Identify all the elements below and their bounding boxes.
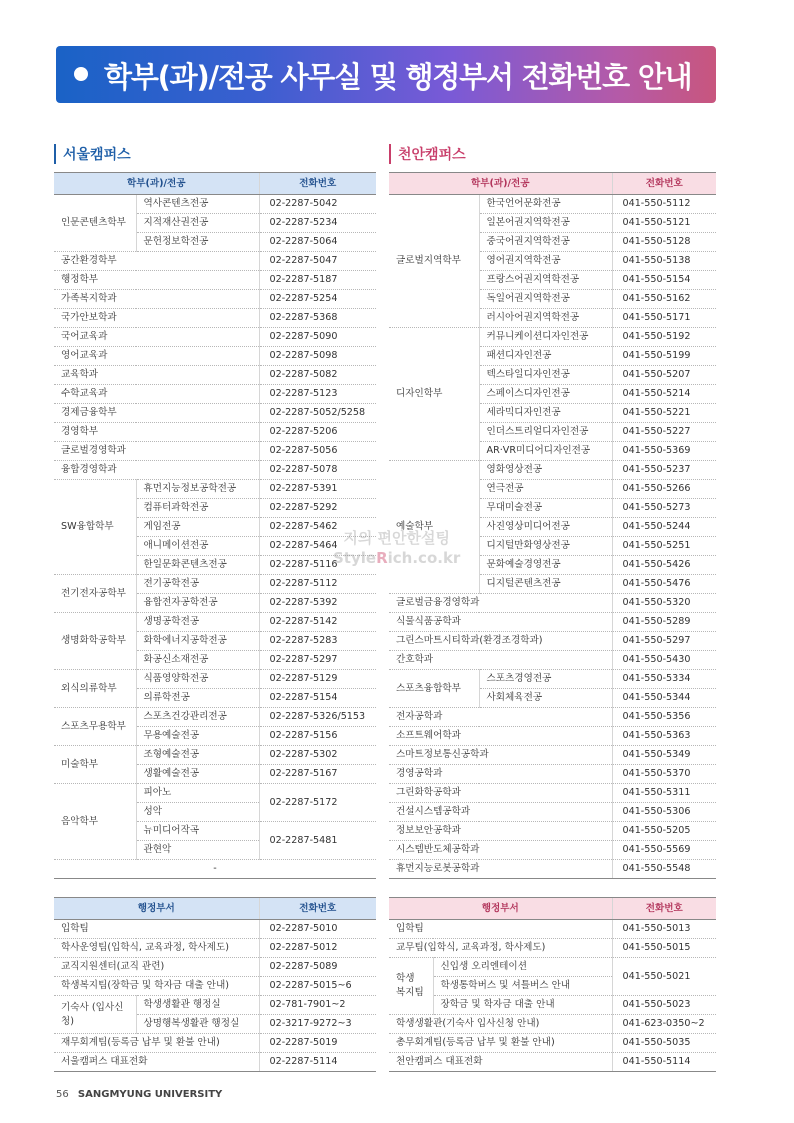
table-row — [54, 996, 376, 1015]
row-phone: 02-2287-5042 — [259, 195, 376, 214]
table-row — [389, 651, 716, 670]
row-phone: 041-550-5015 — [612, 939, 716, 958]
row-sub: 러시아어권지역학전공 — [479, 309, 612, 328]
row-group: 식물식품공학과 — [389, 613, 612, 632]
row-phone: 041-550-5289 — [612, 613, 716, 632]
row-sub: 일본어권지역학전공 — [479, 214, 612, 233]
row-phone: 02-2287-5283 — [259, 632, 376, 651]
row-phone: 02-2287-5391 — [259, 480, 376, 499]
row-phone: 041-550-5273 — [612, 499, 716, 518]
watermark-r: R — [376, 549, 388, 567]
row-sub: 문화예술경영전공 — [479, 556, 612, 575]
seoul-department-table — [54, 172, 376, 879]
row-phone: 02-2287-5481 — [259, 822, 376, 860]
row-sub: 텍스타일디자인전공 — [479, 366, 612, 385]
table-row — [389, 958, 716, 977]
row-group: 글로벌지역학부 — [389, 195, 479, 328]
row-phone: 041-623-0350~2 — [612, 1015, 716, 1034]
row-group: 스포츠융합학부 — [389, 670, 479, 708]
row-group: 교육학과 — [54, 366, 259, 385]
row-sub: 역사콘텐츠전공 — [136, 195, 259, 214]
table-row — [389, 860, 716, 879]
table-row — [54, 746, 376, 765]
row-sub: 생활예술전공 — [136, 765, 259, 784]
header-dept: 학부(과)/전공 — [389, 173, 612, 195]
table-row — [389, 594, 716, 613]
row-sub: 사진영상미디어전공 — [479, 518, 612, 537]
row-phone: 02-2287-5464 — [259, 537, 376, 556]
row-phone: 041-550-5569 — [612, 841, 716, 860]
row-phone: 02-2287-5254 — [259, 290, 376, 309]
row-phone: 02-2287-5010 — [259, 920, 376, 939]
row-phone: 02-2287-5234 — [259, 214, 376, 233]
row-sub: 관현악 — [136, 841, 259, 860]
row-sub: 중국어권지역학전공 — [479, 233, 612, 252]
row-phone: 041-550-5114 — [612, 1053, 716, 1072]
header-dept: 학부(과)/전공 — [54, 173, 259, 195]
table-row — [389, 765, 716, 784]
table-row — [389, 613, 716, 632]
row-sub: 무용예술전공 — [136, 727, 259, 746]
bullet-dot-icon — [74, 67, 88, 81]
row-phone: 041-550-5021 — [612, 958, 716, 996]
table-row — [389, 920, 716, 939]
row-phone: 02-2287-5098 — [259, 347, 376, 366]
table-row — [54, 939, 376, 958]
row-phone: 041-550-5138 — [612, 252, 716, 271]
dash-cell: - — [54, 860, 376, 879]
row-sub: 커뮤니케이션디자인전공 — [479, 328, 612, 347]
table-row — [389, 670, 716, 689]
row-phone: 02-3217-9272~3 — [259, 1015, 376, 1034]
row-group: 인문콘텐츠학부 — [54, 195, 136, 252]
row-group: 음악학부 — [54, 784, 136, 860]
table-row — [54, 366, 376, 385]
table-row — [389, 1053, 716, 1072]
cheonan-admin-table — [389, 897, 716, 1072]
row-sub: 화공신소재전공 — [136, 651, 259, 670]
row-group: 정보보안공학과 — [389, 822, 612, 841]
row-group: 전자공학과 — [389, 708, 612, 727]
table-row — [54, 613, 376, 632]
cheonan-campus-title: 천안캠퍼스 — [389, 144, 466, 164]
row-group: 학생 복지팀 — [389, 958, 433, 1015]
row-phone: 02-2287-5112 — [259, 575, 376, 594]
row-sub: 패션디자인전공 — [479, 347, 612, 366]
row-phone: 02-2287-5129 — [259, 670, 376, 689]
row-sub: 디지털콘텐츠전공 — [479, 575, 612, 594]
row-phone: 041-550-5369 — [612, 442, 716, 461]
row-phone: 02-2287-5392 — [259, 594, 376, 613]
row-phone: 02-2287-5056 — [259, 442, 376, 461]
row-group: 생명화학공학부 — [54, 613, 136, 670]
row-group: 외식의류학부 — [54, 670, 136, 708]
row-phone: 041-550-5192 — [612, 328, 716, 347]
row-phone: 02-2287-5142 — [259, 613, 376, 632]
row-sub: 세라믹디자인전공 — [479, 404, 612, 423]
row-phone: 02-2287-5123 — [259, 385, 376, 404]
row-group: 예술학부 — [389, 461, 479, 594]
table-row — [389, 1034, 716, 1053]
row-group: 글로벌경영학과 — [54, 442, 259, 461]
row-group: 건설시스템공학과 — [389, 803, 612, 822]
row-phone: 02-2287-5064 — [259, 233, 376, 252]
table-row — [54, 958, 376, 977]
row-phone: 041-550-5306 — [612, 803, 716, 822]
row-phone: 041-550-5214 — [612, 385, 716, 404]
page-title: 학부(과)/전공 사무실 및 행정부서 전화번호 안내 — [104, 60, 692, 94]
university-name: SANGMYUNG UNIVERSITY — [77, 1089, 223, 1100]
watermark-style: Style — [333, 549, 377, 567]
table-row — [54, 404, 376, 423]
row-sub: 한일문화콘텐츠전공 — [136, 556, 259, 575]
row-sub: 사회체육전공 — [479, 689, 612, 708]
table-row — [389, 784, 716, 803]
row-phone: 041-550-5121 — [612, 214, 716, 233]
row-group: 디자인학부 — [389, 328, 479, 461]
row-sub: 한국언어문화전공 — [479, 195, 612, 214]
row-sub: 의류학전공 — [136, 689, 259, 708]
table-row — [389, 708, 716, 727]
table-row — [389, 1015, 716, 1034]
row-sub: 피아노 — [136, 784, 259, 803]
row-sub: 전기공학전공 — [136, 575, 259, 594]
row-group: 경영공학과 — [389, 765, 612, 784]
row-phone: 041-550-5311 — [612, 784, 716, 803]
table-row — [54, 290, 376, 309]
row-group: 그린스마트시티학과(환경조경학과) — [389, 632, 612, 651]
row-phone: 041-550-5035 — [612, 1034, 716, 1053]
row-phone: 02-2287-5167 — [259, 765, 376, 784]
row-phone: 02-2287-5368 — [259, 309, 376, 328]
row-phone: 041-550-5370 — [612, 765, 716, 784]
row-phone: 041-550-5430 — [612, 651, 716, 670]
row-phone: 02-2287-5292 — [259, 499, 376, 518]
table-row — [54, 328, 376, 347]
row-phone: 02-2287-5078 — [259, 461, 376, 480]
row-phone: 041-550-5171 — [612, 309, 716, 328]
row-phone: 02-2287-5154 — [259, 689, 376, 708]
row-group: 교무팀(입학식, 교육과정, 학사제도) — [389, 939, 612, 958]
row-phone: 02-2287-5015~6 — [259, 977, 376, 996]
table-row — [389, 822, 716, 841]
row-sub: 문헌정보학전공 — [136, 233, 259, 252]
row-phone: 02-2287-5462 — [259, 518, 376, 537]
header-phone: 전화번호 — [612, 898, 716, 920]
row-sub: 장학금 및 학자금 대출 안내 — [433, 996, 612, 1015]
row-group: 소프트웨어학과 — [389, 727, 612, 746]
row-sub: AR·VR미디어디자인전공 — [479, 442, 612, 461]
row-phone: 02-2287-5116 — [259, 556, 376, 575]
row-group: 영어교육과 — [54, 347, 259, 366]
table-row — [54, 1053, 376, 1072]
table-row — [389, 746, 716, 765]
row-sub: 무대미술전공 — [479, 499, 612, 518]
row-sub: 연극전공 — [479, 480, 612, 499]
row-phone: 02-2287-5089 — [259, 958, 376, 977]
row-group: 교직지원센터(교직 관련) — [54, 958, 259, 977]
table-row — [389, 328, 716, 347]
row-phone: 041-550-5221 — [612, 404, 716, 423]
row-sub: 디지털만화영상전공 — [479, 537, 612, 556]
row-sub: 컴퓨터과학전공 — [136, 499, 259, 518]
row-sub: 영어권지역학전공 — [479, 252, 612, 271]
row-sub: 융합전자공학전공 — [136, 594, 259, 613]
row-group: 학생생활관(기숙사 입사신청 안내) — [389, 1015, 612, 1034]
row-phone: 041-550-5356 — [612, 708, 716, 727]
row-group: 융합경영학과 — [54, 461, 259, 480]
table-row — [389, 461, 716, 480]
row-group: 총무회계팀(등록금 납부 및 환불 안내) — [389, 1034, 612, 1053]
row-group: 재무회계팀(등록금 납부 및 환불 안내) — [54, 1034, 259, 1053]
row-sub: 독일어권지역학전공 — [479, 290, 612, 309]
row-sub: 학생생활관 행정실 — [136, 996, 259, 1015]
row-sub: 성악 — [136, 803, 259, 822]
row-group: 서울캠퍼스 대표전화 — [54, 1053, 259, 1072]
table-row — [54, 1034, 376, 1053]
row-sub: 학생통학버스 및 셔틀버스 안내 — [433, 977, 612, 996]
row-phone: 02-2287-5052/5258 — [259, 404, 376, 423]
row-sub: 스포츠경영전공 — [479, 670, 612, 689]
row-phone: 041-550-5199 — [612, 347, 716, 366]
row-phone: 041-550-5205 — [612, 822, 716, 841]
row-group: 가족복지학과 — [54, 290, 259, 309]
row-group: 기숙사 (입사신청) — [54, 996, 136, 1034]
row-sub: 뉴미디어작곡 — [136, 822, 259, 841]
row-phone: 02-2287-5187 — [259, 271, 376, 290]
table-row — [389, 996, 716, 1015]
row-phone: 041-550-5266 — [612, 480, 716, 499]
cheonan-department-table — [389, 172, 716, 879]
table-row — [389, 939, 716, 958]
row-phone: 041-550-5244 — [612, 518, 716, 537]
row-phone: 02-2287-5172 — [259, 784, 376, 822]
row-phone: 041-550-5334 — [612, 670, 716, 689]
row-sub: 영화영상전공 — [479, 461, 612, 480]
row-group: 천안캠퍼스 대표전화 — [389, 1053, 612, 1072]
table-row — [54, 442, 376, 461]
row-group: 글로벌금융경영학과 — [389, 594, 612, 613]
row-group: SW융합학부 — [54, 480, 136, 575]
table-row — [54, 423, 376, 442]
row-phone: 041-550-5023 — [612, 996, 716, 1015]
row-phone: 041-550-5013 — [612, 920, 716, 939]
table-row — [54, 575, 376, 594]
row-phone: 02-781-7901~2 — [259, 996, 376, 1015]
table-row — [389, 727, 716, 746]
row-phone: 041-550-5112 — [612, 195, 716, 214]
row-sub: 상명행복생활관 행정실 — [136, 1015, 259, 1034]
seoul-admin-table — [54, 897, 376, 1072]
table-row — [54, 385, 376, 404]
row-sub: 인더스트리얼디자인전공 — [479, 423, 612, 442]
footer — [56, 1089, 222, 1100]
row-sub: 프랑스어권지역학전공 — [479, 271, 612, 290]
table-row — [54, 920, 376, 939]
row-group: 경제금융학부 — [54, 404, 259, 423]
row-phone: 041-550-5154 — [612, 271, 716, 290]
table-row — [54, 784, 376, 803]
row-phone: 041-550-5227 — [612, 423, 716, 442]
table-row — [54, 708, 376, 727]
row-phone: 041-550-5344 — [612, 689, 716, 708]
row-group: 미술학부 — [54, 746, 136, 784]
row-sub: 애니메이션전공 — [136, 537, 259, 556]
row-group: 국어교육과 — [54, 328, 259, 347]
table-row — [54, 670, 376, 689]
row-phone: 02-2287-5156 — [259, 727, 376, 746]
table-row — [389, 632, 716, 651]
row-phone: 041-550-5207 — [612, 366, 716, 385]
row-phone: 041-550-5349 — [612, 746, 716, 765]
row-sub: 식품영양학전공 — [136, 670, 259, 689]
watermark-line-1: 지의 편안한설팅 — [343, 529, 450, 547]
table-row — [54, 977, 376, 996]
page-number: 56 — [56, 1089, 69, 1100]
row-phone: 041-550-5548 — [612, 860, 716, 879]
row-sub: 신입생 오리엔테이션 — [433, 958, 612, 977]
row-group: 행정학부 — [54, 271, 259, 290]
row-group: 전기전자공학부 — [54, 575, 136, 613]
row-sub: 화학에너지공학전공 — [136, 632, 259, 651]
header-dept: 행정부서 — [54, 898, 259, 920]
row-sub: 스페이스디자인전공 — [479, 385, 612, 404]
row-group: 입학팀 — [54, 920, 259, 939]
row-group: 스포츠무용학부 — [54, 708, 136, 746]
row-phone: 041-550-5237 — [612, 461, 716, 480]
header-dept: 행정부서 — [389, 898, 612, 920]
table-row — [54, 461, 376, 480]
table-row — [54, 252, 376, 271]
row-phone: 02-2287-5206 — [259, 423, 376, 442]
row-group: 공간환경학부 — [54, 252, 259, 271]
watermark-domain: ich.co.kr — [387, 549, 461, 567]
row-phone: 02-2287-5090 — [259, 328, 376, 347]
row-group: 학사운영팀(입학식, 교육과정, 학사제도) — [54, 939, 259, 958]
row-phone: 02-2287-5302 — [259, 746, 376, 765]
table-row — [54, 195, 376, 214]
row-phone: 041-550-5426 — [612, 556, 716, 575]
row-sub: 스포츠건강관리전공 — [136, 708, 259, 727]
row-group: 스마트정보통신공학과 — [389, 746, 612, 765]
header-phone: 전화번호 — [612, 173, 716, 195]
table-row — [54, 347, 376, 366]
row-group: 학생복지팀(장학금 및 학자금 대출 안내) — [54, 977, 259, 996]
row-phone: 02-2287-5326/5153 — [259, 708, 376, 727]
row-phone: 041-550-5476 — [612, 575, 716, 594]
row-group: 그린화학공학과 — [389, 784, 612, 803]
row-phone: 02-2287-5012 — [259, 939, 376, 958]
row-sub: 조형예술전공 — [136, 746, 259, 765]
row-group: 수학교육과 — [54, 385, 259, 404]
row-sub: 게임전공 — [136, 518, 259, 537]
row-phone: 02-2287-5047 — [259, 252, 376, 271]
header-phone: 전화번호 — [259, 173, 376, 195]
table-row — [54, 480, 376, 499]
row-phone: 02-2287-5082 — [259, 366, 376, 385]
row-group: 간호학과 — [389, 651, 612, 670]
row-phone: 041-550-5162 — [612, 290, 716, 309]
seoul-campus-title: 서울캠퍼스 — [54, 144, 131, 164]
row-group: 시스템반도체공학과 — [389, 841, 612, 860]
row-phone: 041-550-5363 — [612, 727, 716, 746]
row-phone: 02-2287-5114 — [259, 1053, 376, 1072]
table-row — [54, 309, 376, 328]
table-row — [54, 271, 376, 290]
row-phone: 02-2287-5297 — [259, 651, 376, 670]
table-row — [389, 841, 716, 860]
row-group: 국가안보학과 — [54, 309, 259, 328]
row-phone: 02-2287-5019 — [259, 1034, 376, 1053]
header-phone: 전화번호 — [259, 898, 376, 920]
table-row — [389, 195, 716, 214]
row-sub: 지적재산권전공 — [136, 214, 259, 233]
row-group: 경영학부 — [54, 423, 259, 442]
table-row — [389, 803, 716, 822]
row-group: 휴먼지능로봇공학과 — [389, 860, 612, 879]
row-phone: 041-550-5320 — [612, 594, 716, 613]
row-phone: 041-550-5297 — [612, 632, 716, 651]
row-phone: 041-550-5251 — [612, 537, 716, 556]
row-sub: 생명공학전공 — [136, 613, 259, 632]
row-sub: 휴먼지능정보공학전공 — [136, 480, 259, 499]
row-phone: 041-550-5128 — [612, 233, 716, 252]
row-group: 입학팀 — [389, 920, 612, 939]
